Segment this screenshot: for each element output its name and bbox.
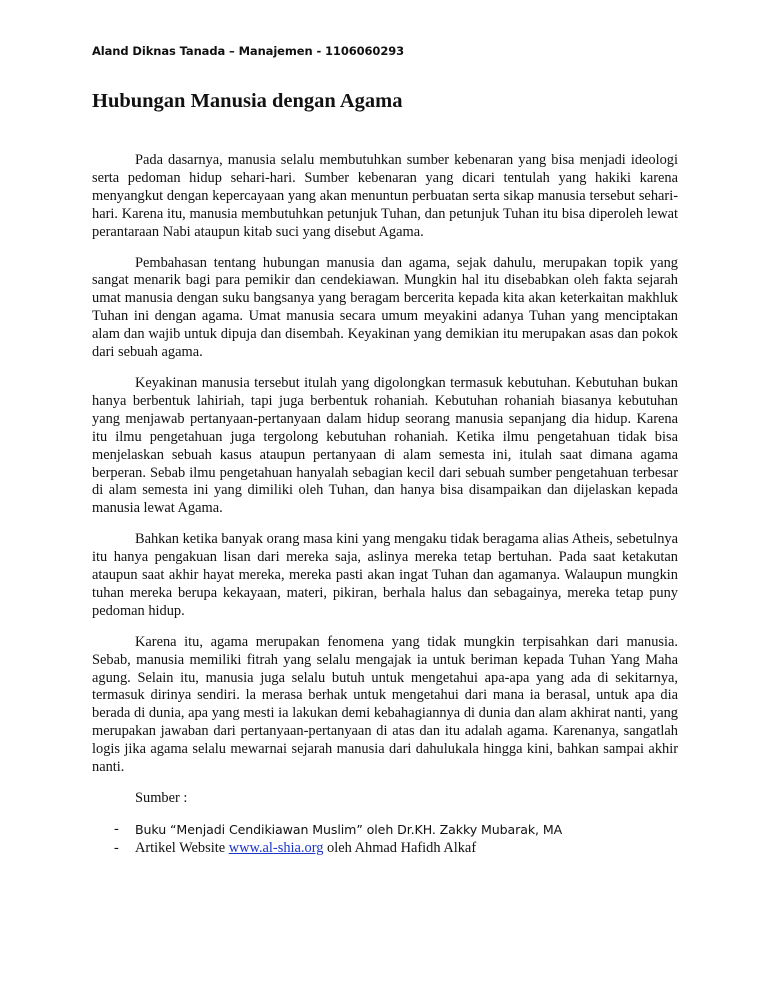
source-item-article bbox=[92, 840, 678, 858]
document-body bbox=[92, 152, 678, 858]
source-article-prefix: Artikel Website bbox=[135, 839, 229, 856]
bullet-dash: - bbox=[114, 839, 119, 856]
document-title: Hubungan Manusia dengan Agama bbox=[92, 90, 403, 112]
sources-label: Sumber : bbox=[135, 790, 188, 806]
paragraph-2: Pembahasan tentang hubungan manusia dan agama, sejak dahulu, merupakan topik yang sangat menarik bagi para pemikir dan cendekiawan. Mungkin hal itu disebabkan oleh fakta sejarah umat manusia dengan suku bangsanya yang beragam bercerita kepada kita akan keterkaitan makhluk Tuhan ini dengan agama. Umat manusia secara umum meyakini adanya Tuhan yang menciptakan alam dan wajib untuk dipuja dan disembah. Keyakinan yang demikian itu merupakan asas dan pokok dari sebuah agama. bbox=[92, 254, 678, 361]
paragraph-3: Keyakinan manusia tersebut itulah yang digolongkan termasuk kebutuhan. Kebutuhan bukan hanya berbentuk lahiriah, tapi juga berbentuk rohaniah. Kebutuhan rohaniah biasanya kebutuhan yang menjawab pertanyaan-pertanyaan dalam hidup seorang manusia sepanjang dia hidup. Karena itu ilmu pengetahuan juga tergolong kebutuhan rohaniah. Ketika ilmu pengetahuan tidak bisa menjelaskan sebuah kasus ataupun pertanyaan di alam semesta ini, itulah saat dimana agama berperan. Sebab ilmu pengetahuan hanyalah sebagian kecil dari sebuah sumber pengetahuan terbesar di alam semesta ini yang dimiliki oleh Tuhan, dan hanya bisa disampaikan dan dijelaskan kepada manusia lewat Agama. bbox=[92, 374, 678, 517]
source-article-suffix: oleh Ahmad Hafidh Alkaf bbox=[323, 839, 477, 856]
source-book-text: Buku “Menjadi Cendikiawan Muslim” oleh Dr.KH. Zakky Mubarak, MA bbox=[135, 821, 563, 837]
source-website-link[interactable]: www.al-shia.org bbox=[228, 839, 324, 856]
paragraph-1: Pada dasarnya, manusia selalu membutuhkan sumber kebenaran yang bisa menjadi ideologi serta pedoman hidup sehari-hari. Sumber kebenaran yang dicari tentulah yang hakiki karena menyangkut dengan kepercayaan yang akan menuntun perbuatan serta sikap manusia tersebut sehari-hari. Karena itu, manusia membutuhkan petunjuk Tuhan, dan petunjuk Tuhan itu bisa diperoleh lewat perantaraan Nabi ataupun kitab suci yang disebut Agama. bbox=[92, 152, 678, 240]
sources-list bbox=[92, 821, 678, 858]
page-header: Aland Diknas Tanada – Manajemen - 1106060293 bbox=[92, 44, 405, 58]
bullet-dash: - bbox=[114, 820, 119, 837]
source-item-book bbox=[92, 821, 678, 840]
paragraph-5: Karena itu, agama merupakan fenomena yang tidak mungkin terpisahkan dari manusia. Sebab, manusia memiliki fitrah yang selalu mengajak ia untuk beriman kepada Tuhan Yang Maha agung. Selain itu, manusia juga selalu butuh untuk mengetahui apa-apa yang ada di sekitarnya, termasuk dirinya sendiri. la merasa berhak untuk mengetahui dari mana ia berasal, untuk apa dia berada di dunia, apa yang mesti ia lakukan demi kebahagiannya di dunia dan alam akhirat nanti, yang merupakan jawaban dari pertanyaan-pertanyaan di atas dan itu adalah agama. Karenanya, sangatlah logis jika agama selalu mewarnai sejarah manusia dari dahulukala hingga kini, bahkan sampai akhir nanti. bbox=[92, 633, 678, 776]
paragraph-4: Bahkan ketika banyak orang masa kini yang mengaku tidak beragama alias Atheis, sebetulnya itu hanya pengakuan lisan dari mereka saja, aslinya mereka tetap bertuhan. Pada saat ketakutan ataupun saat akhir hayat mereka, mereka pasti akan ingat Tuhan dan agamanya. Walaupun mungkin tuhan mereka berupa kekayaan, materi, pikiran, berhala halus dan sebagainya, mereka tetap puny pedoman hidup. bbox=[92, 531, 678, 619]
